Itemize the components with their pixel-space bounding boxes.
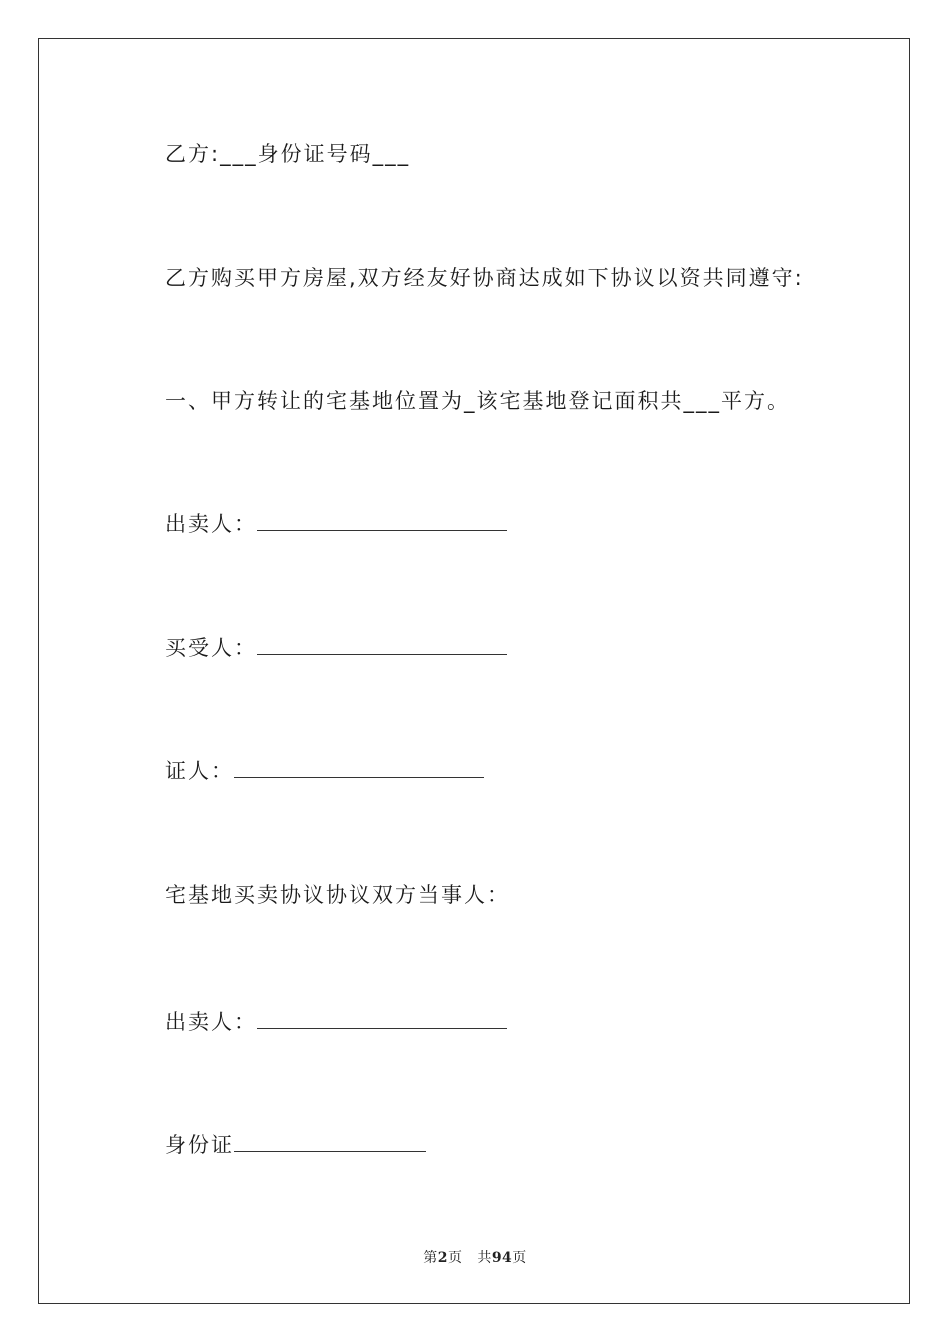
footer-total-pages: 94 (491, 1250, 513, 1266)
party-b-text: 乙方:___身份证号码___ (165, 142, 411, 166)
purchase-intro-text: 乙方购买甲方房屋,双方经友好协商达成如下协议以资共同遵守: (165, 266, 804, 290)
page-footer (0, 1247, 950, 1267)
seller-line-2 (165, 1008, 507, 1036)
purchase-intro-line (165, 264, 804, 292)
clause-one-text: 一、甲方转让的宅基地位置为_该宅基地登记面积共___平方。 (165, 389, 790, 413)
footer-page-prefix: 第 (423, 1250, 438, 1266)
id-card-line (165, 1131, 426, 1159)
footer-total-prefix: 共 (477, 1250, 492, 1266)
seller-signature-blank-2[interactable] (257, 1008, 507, 1029)
id-card-blank[interactable] (234, 1131, 426, 1152)
witness-label: 证人： (165, 759, 234, 783)
party-b-line (165, 140, 410, 168)
seller-label-2: 出卖人： (165, 1010, 257, 1034)
witness-line (165, 757, 484, 785)
seller-signature-blank[interactable] (257, 510, 507, 531)
witness-signature-blank[interactable] (234, 757, 484, 778)
clause-one-line (165, 387, 790, 415)
buyer-label: 买受人： (165, 636, 257, 660)
parties-heading-text: 宅基地买卖协议协议双方当事人： (165, 883, 510, 907)
buyer-line (165, 634, 507, 662)
page-border (38, 38, 910, 1304)
footer-page-number: 2 (437, 1250, 448, 1266)
buyer-signature-blank[interactable] (257, 634, 507, 655)
parties-heading-line (165, 881, 510, 909)
id-card-label: 身份证 (165, 1133, 234, 1157)
footer-page-unit: 页 (447, 1250, 463, 1266)
seller-label: 出卖人： (165, 512, 257, 536)
seller-line (165, 510, 507, 538)
footer-total-unit: 页 (512, 1250, 527, 1266)
